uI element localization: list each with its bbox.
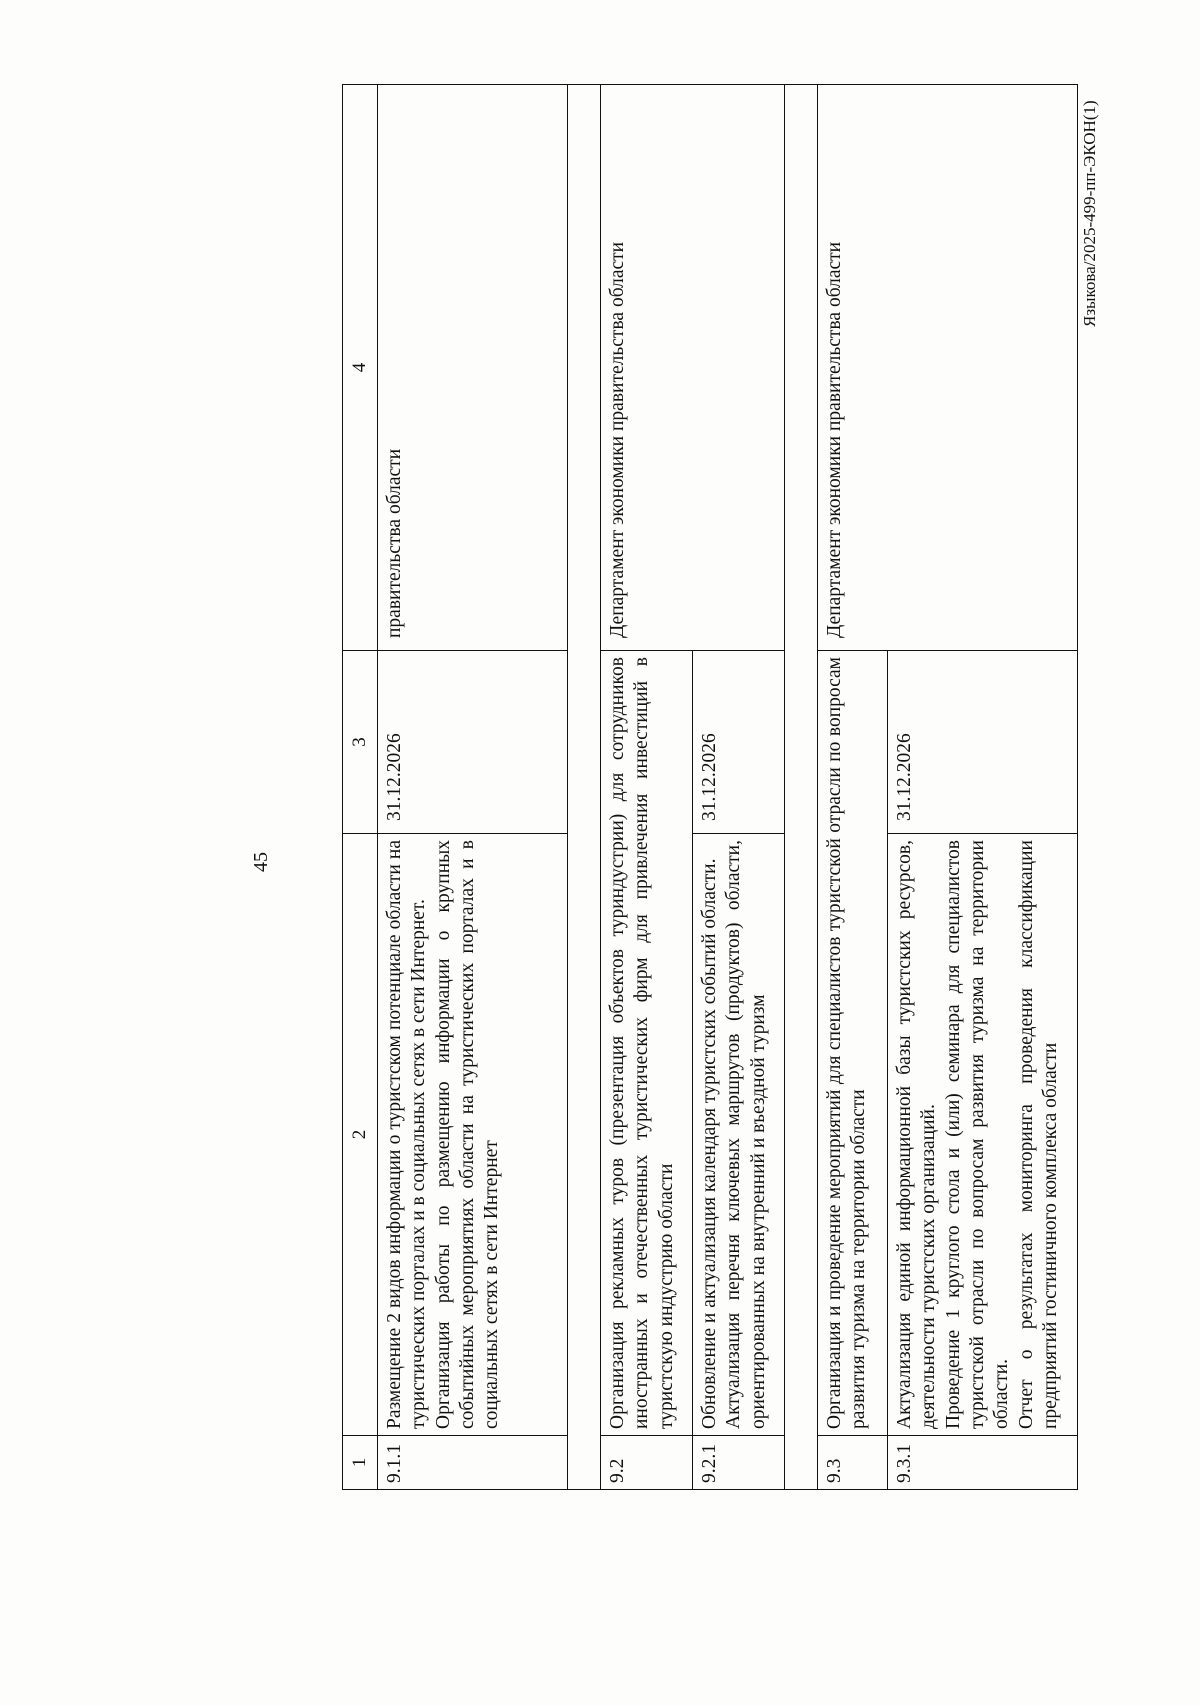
header-cell: 2 [343, 834, 378, 1436]
page-number: 45 [250, 852, 272, 872]
row-date: 31.12.2026 [377, 651, 567, 834]
row-description: Организация рекламных туров (презентация объектов туриндустрии) для сотрудников иностранных и отечественных туристических фирм для привлечения инвестиций в туристскую индустрию области [600, 651, 692, 1436]
description-line: Актуализация перечня ключевых маршрутов (продуктов) области, ориентированных на внутренний и въездной туризм [723, 840, 769, 1429]
table-row [600, 85, 692, 1490]
description-line: Актуализация единой информационной базы туристских ресурсов, деятельности туристских организаций. [893, 840, 940, 1429]
row-department: Департамент экономики правительства области [817, 85, 1077, 651]
description-line: Проведение 1 круглого стола и (или) семинара для специалистов туристской отрасли по вопросам развития туризма на территории области. [942, 840, 1013, 1429]
header-cell: 4 [343, 85, 378, 651]
row-department: Департамент экономики правительства области [600, 85, 784, 651]
document-footer-id: Языкова/2025-499-пп-ЭКОН(1) [1080, 100, 1099, 327]
row-gap [784, 85, 817, 1490]
description-line: Размещение 2 видов информации о туристском потенциале области на туристических порталах и в социальных сетях в сети Интернет. [383, 840, 430, 1429]
header-cell: 3 [343, 651, 378, 834]
description-line: Обновление и актуализация календаря туристских событий области. [698, 858, 720, 1429]
description-line: Отчет о результатах мониторинга проведения классификации предприятий гостиничного комплекса области [1015, 840, 1061, 1429]
row-gap [567, 85, 600, 1490]
table-header-row [343, 85, 378, 1490]
row-description: Организация и проведение мероприятий для специалистов туристской отрасли по вопросам развития туризма на территории области [817, 651, 887, 1436]
rotated-page [50, 52, 1150, 1652]
description-line: Организация работы по размещению информации о крупных событийных мероприятиях области на туристических порталах и в социальных сетях в сети Интернет [432, 840, 503, 1429]
row-department: правительства области [377, 85, 567, 651]
row-description [692, 834, 784, 1436]
table-row [817, 85, 887, 1490]
row-number: 9.3 [817, 1436, 887, 1490]
row-number: 9.2.1 [692, 1436, 784, 1490]
row-number: 9.2 [600, 1436, 692, 1490]
row-number: 9.1.1 [377, 1436, 567, 1490]
plan-table [342, 84, 1078, 1490]
row-date: 31.12.2026 [692, 651, 784, 834]
row-number: 9.3.1 [887, 1436, 1077, 1490]
header-cell: 1 [343, 1436, 378, 1490]
table-row [377, 85, 567, 1490]
row-description [887, 834, 1077, 1436]
row-description [377, 834, 567, 1436]
row-date: 31.12.2026 [887, 651, 1077, 834]
